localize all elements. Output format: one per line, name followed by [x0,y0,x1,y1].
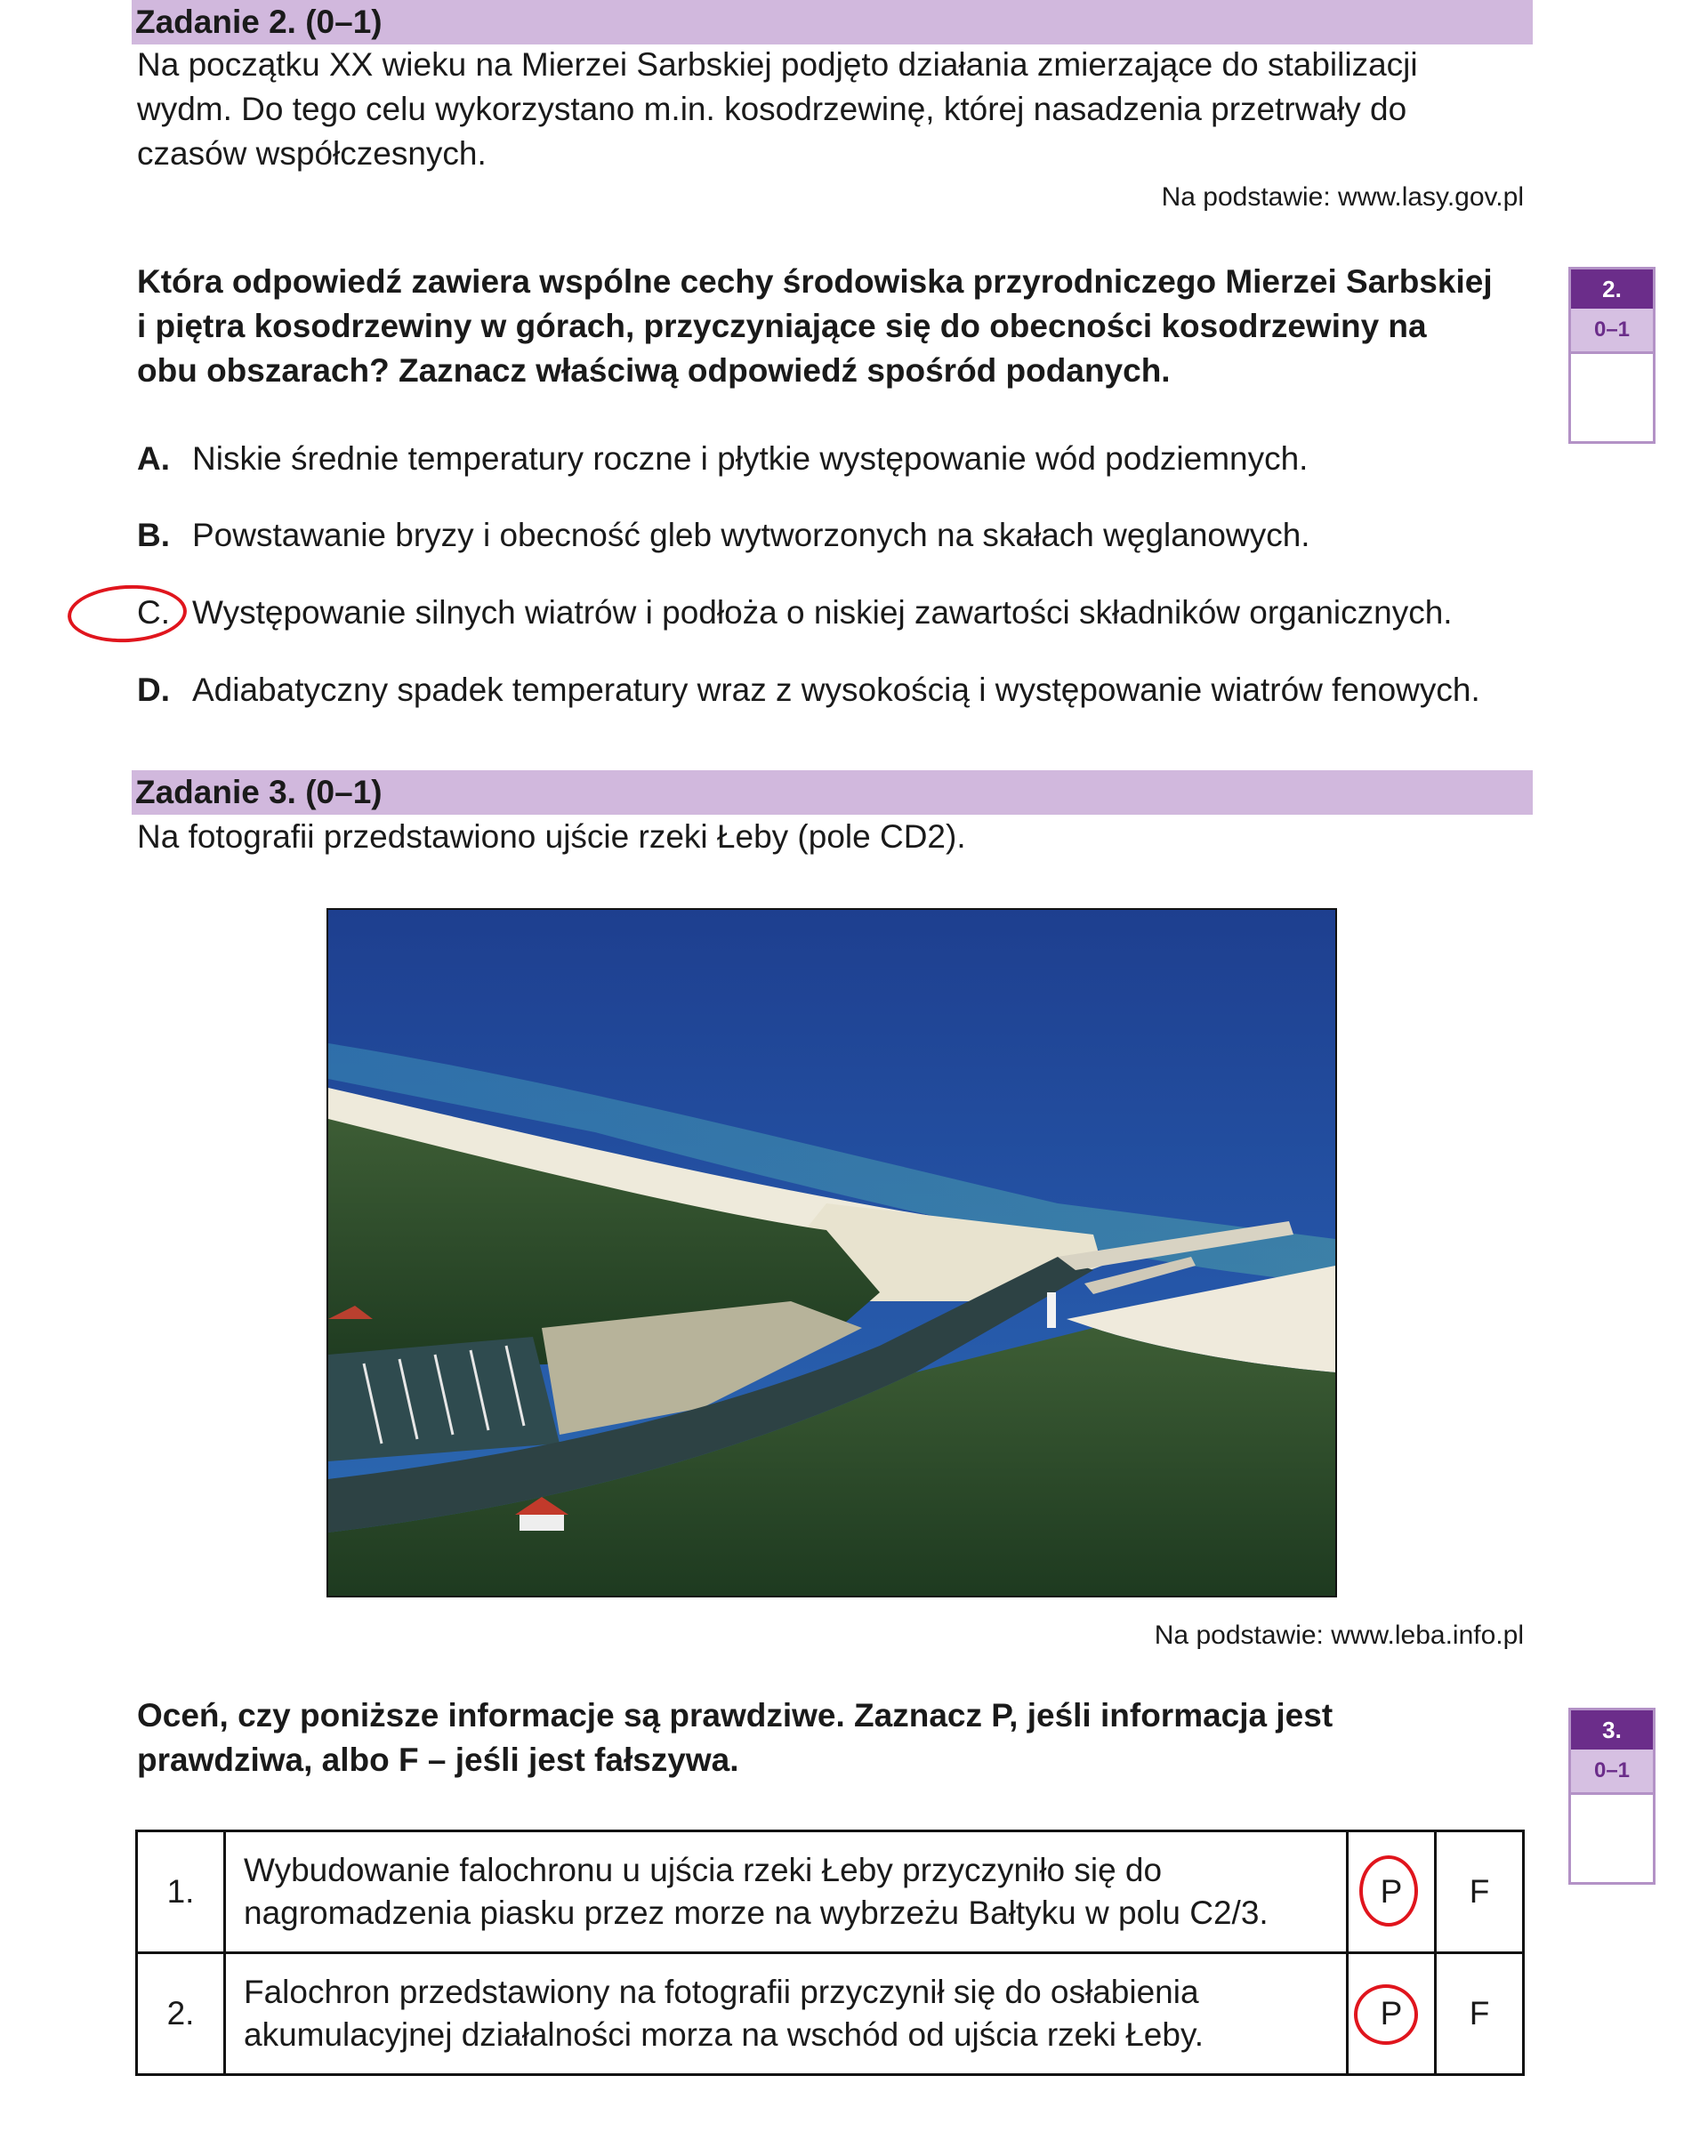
answer-f-cell[interactable] [1436,1953,1524,2075]
task-2-intro [137,43,1543,176]
true-false-table [135,1830,1525,2076]
task-2-intro-line: Na początku XX wieku na Mierzei Sarbskiej podjęto działania zmierzające do stabilizacji [137,46,1418,83]
aerial-photo-illustration [328,910,1335,1596]
task-2-header: Zadanie 2. (0–1) [132,0,1533,44]
task-2-question-line: obu obszarach? Zaznacz właściwą odpowiedź spośród podanych. [137,352,1171,389]
answer-p-cell[interactable] [1348,1953,1436,2075]
option-d[interactable] [137,671,1560,710]
answer-f-cell[interactable] [1436,1831,1524,1953]
table-row [137,1953,1524,2075]
option-a-letter: A. [137,440,170,477]
task-3-header: Zadanie 3. (0–1) [132,770,1533,815]
task-3-source: Na podstawie: www.leba.info.pl [1154,1621,1524,1650]
answer-p-cell[interactable] [1348,1831,1436,1953]
option-a-text: Niskie średnie temperatury roczne i płytkie występowanie wód podziemnych. [192,440,1309,477]
row-number: 1. [137,1831,225,1953]
task-3-score-box [1568,1708,1656,1885]
option-c-letter: C. [137,594,170,631]
task-3-question-line: prawdziwa, albo F – jeśli jest fałszywa. [137,1742,739,1778]
task-2-score-box [1568,267,1656,444]
option-d-text: Adiabatyczny spadek temperatury wraz z wysokością i występowanie wiatrów fenowych. [192,672,1480,708]
option-c[interactable] [137,593,1560,632]
answer-f-label: F [1469,1995,1490,2031]
task-3-score-range: 0–1 [1571,1750,1653,1795]
leba-river-mouth-photo [326,908,1337,1597]
task-3-question [137,1693,1534,1782]
option-b-letter: B. [137,517,170,553]
row-number: 2. [137,1953,225,2075]
task-3-score-field[interactable] [1571,1795,1653,1882]
answer-p-label: P [1380,1995,1403,2031]
task-2-question [137,260,1534,393]
option-b-text: Powstawanie bryzy i obecność gleb wytworzonych na skałach węglanowych. [192,517,1310,553]
statement-line: Wybudowanie falochronu u ujścia rzeki Łeby przyczyniło się do [244,1852,1163,1888]
option-b[interactable] [137,516,1560,555]
statement [225,1953,1348,2075]
task-2-intro-line: czasów współczesnych. [137,135,487,172]
option-a[interactable] [137,439,1560,479]
task-3-intro: Na fotografii przedstawiono ujście rzeki Łeby (pole CD2). [137,818,966,855]
task-2-question-line: Która odpowiedź zawiera wspólne cechy środowiska przyrodniczego Mierzei Sarbskiej [137,263,1493,300]
answer-f-label: F [1469,1873,1490,1910]
task-2-score-range: 0–1 [1571,309,1653,354]
task-2-source: Na podstawie: www.lasy.gov.pl [1161,182,1524,212]
answer-p-label: P [1380,1873,1403,1910]
task-3-score-number: 3. [1571,1710,1653,1750]
statement-line: akumulacyjnej działalności morza na wschód od ujścia rzeki Łeby. [244,2016,1204,2053]
task-3-question-line: Oceń, czy poniższe informacje są prawdziwe. Zaznacz P, jeśli informacja jest [137,1697,1333,1734]
statement-line: Falochron przedstawiony na fotografii przyczynił się do osłabienia [244,1974,1199,2010]
task-2-intro-line: wydm. Do tego celu wykorzystano m.in. kosodrzewinę, której nasadzenia przetrwały do [137,91,1407,127]
task-2-score-number: 2. [1571,270,1653,309]
task-2-question-line: i piętra kosodrzewiny w górach, przyczyniające się do obecności kosodrzewiny na [137,308,1427,344]
statement-line: nagromadzenia piasku przez morze na wybrzeżu Bałtyku w polu C2/3. [244,1895,1269,1931]
table-row [137,1831,1524,1953]
task-2-score-field[interactable] [1571,354,1653,441]
option-d-letter: D. [137,672,170,708]
statement [225,1831,1348,1953]
option-c-text: Występowanie silnych wiatrów i podłoża o niskiej zawartości składników organicznych. [192,594,1453,631]
